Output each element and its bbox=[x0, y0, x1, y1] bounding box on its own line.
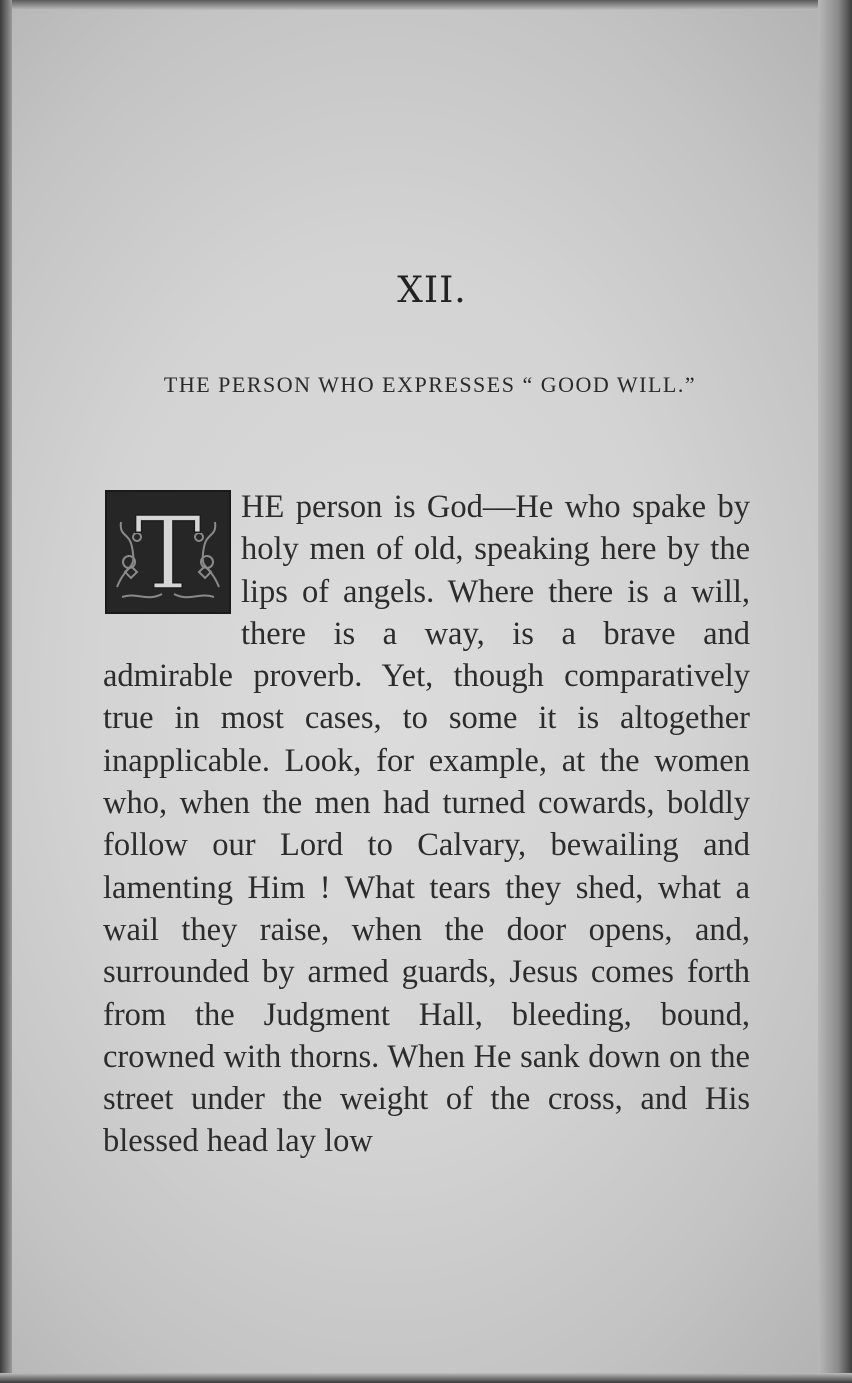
body-text: HE person is God—He who spake by holy men of old, speaking here by the lips of angels. Where there is a will, there is a way, is a brave and admirable proverb. Yet, though comparatively true in most cases, to some it is altogether inapplicable. Look, for example, at the women who, when the men had turned cowards, boldly follow our Lord to Calvary, bewailing and lamenting Him ! What tears they shed, what a wail they raise, when the door opens, and, surrounded by armed guards, Jesus comes forth from the Judgment Hall, bleeding, bound, crowned with thorns. When He sank down on the street under the weight of the cross, and His blessed head lay low bbox=[103, 489, 750, 1160]
chapter-title: THE PERSON WHO EXPRESSES “ GOOD WILL.” bbox=[163, 372, 697, 397]
body-paragraph bbox=[103, 486, 750, 1163]
page-edge-top bbox=[0, 0, 852, 10]
floral-ornament-icon bbox=[107, 492, 229, 612]
page-edge-bottom bbox=[0, 1373, 852, 1383]
drop-cap-letter: T bbox=[134, 495, 202, 612]
chapter-number: XII. bbox=[397, 270, 467, 311]
page-edge-left bbox=[0, 0, 12, 1383]
page-edge-right bbox=[818, 0, 852, 1383]
drop-cap-ornament bbox=[105, 490, 231, 614]
